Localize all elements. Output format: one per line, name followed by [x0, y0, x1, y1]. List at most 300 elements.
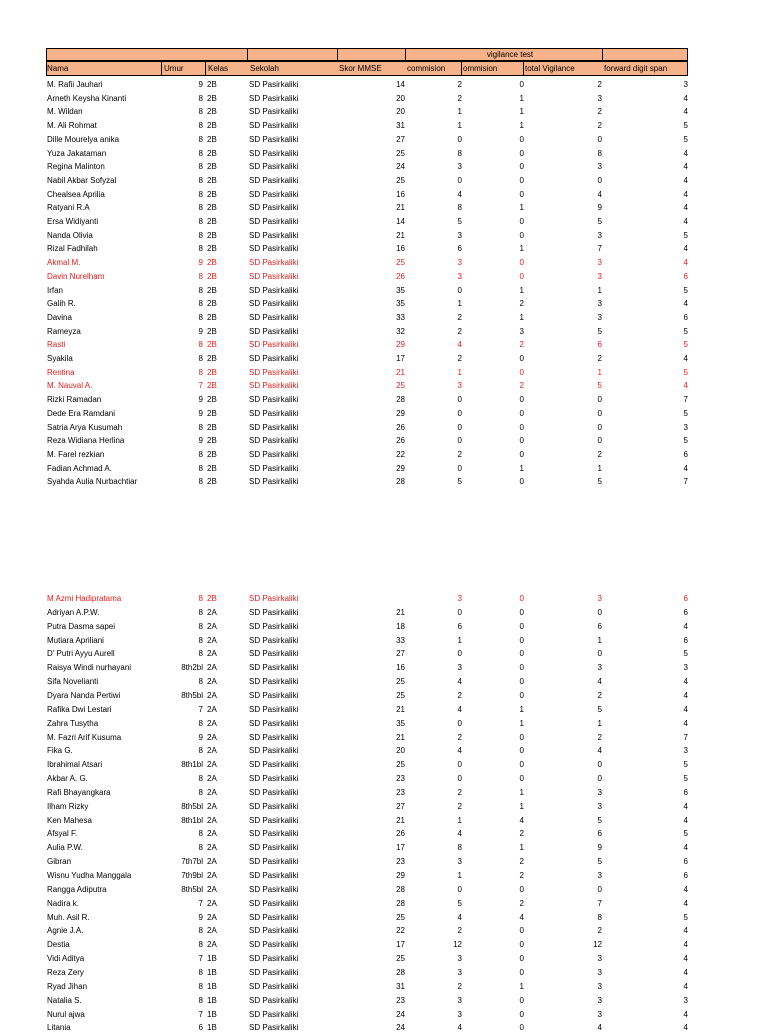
cell-commision: 0 — [457, 884, 462, 894]
cell-commision: 2 — [457, 80, 462, 89]
cell-ommision: 0 — [519, 189, 524, 199]
cell-umur: 8th1bl — [181, 815, 203, 825]
cell-nama: Adriyan A.P.W. — [47, 607, 100, 617]
cell-umur: 8 — [198, 649, 203, 659]
cell-umur: 8 — [198, 299, 203, 309]
cell-commision: 4 — [457, 1023, 462, 1032]
cell-commision: 2 — [457, 449, 462, 459]
table-row — [0, 368, 768, 377]
table-row — [0, 788, 768, 797]
table-row — [0, 409, 768, 418]
cell-kelas: 2A — [207, 732, 217, 742]
table-row — [0, 272, 768, 281]
cell-commision: 4 — [457, 189, 462, 199]
cell-umur: 6 — [198, 1023, 203, 1032]
cell-commision: 1 — [457, 107, 462, 117]
table-row — [0, 464, 768, 473]
cell-kelas: 2B — [207, 148, 217, 158]
cell-kelas: 2B — [207, 285, 217, 295]
cell-commision: 0 — [457, 175, 462, 185]
cell-skor-mmse: 25 — [396, 175, 405, 185]
cell-forward-digit-span: 4 — [683, 967, 688, 977]
cell-kelas: 2B — [207, 326, 217, 336]
cell-kelas: 2B — [207, 107, 217, 117]
cell-sekolah: SD Pasirkaliki — [249, 607, 299, 617]
cell-commision: 12 — [453, 940, 462, 950]
table-row — [0, 395, 768, 404]
cell-kelas: 2A — [207, 843, 217, 853]
cell-kelas: 2B — [207, 134, 217, 144]
cell-commision: 0 — [457, 408, 462, 418]
table-row — [0, 190, 768, 199]
cell-sekolah: SD Pasirkaliki — [249, 621, 299, 631]
table-row — [0, 80, 768, 89]
cell-skor-mmse: 33 — [396, 635, 405, 645]
cell-kelas: 2A — [207, 746, 217, 756]
cell-sekolah: SD Pasirkaliki — [249, 815, 299, 825]
cell-ommision: 0 — [519, 230, 524, 240]
cell-forward-digit-span: 5 — [683, 829, 688, 839]
cell-umur: 8 — [198, 217, 203, 226]
cell-sekolah: SD Pasirkaliki — [249, 203, 299, 213]
cell-forward-digit-span: 4 — [683, 704, 688, 714]
cell-kelas: 2B — [207, 230, 217, 240]
cell-total-vigilance: 12 — [593, 940, 602, 950]
cell-commision: 1 — [457, 635, 462, 645]
cell-skor-mmse: 29 — [396, 340, 405, 350]
cell-total-vigilance: 3 — [597, 258, 602, 268]
cell-sekolah: SD Pasirkaliki — [249, 244, 299, 254]
column-header-skor-mmse: Skor MMSE — [339, 64, 382, 73]
cell-skor-mmse: 18 — [396, 621, 405, 631]
cell-commision: 0 — [457, 422, 462, 432]
cell-umur: 8 — [198, 134, 203, 144]
cell-skor-mmse: 17 — [396, 843, 405, 853]
column-header-ommision: ommision — [463, 64, 498, 73]
cell-nama: Ilham Rizky — [47, 801, 89, 811]
cell-skor-mmse: 25 — [396, 954, 405, 964]
cell-sekolah: SD Pasirkaliki — [249, 926, 299, 936]
cell-kelas: 2B — [207, 422, 217, 432]
cell-forward-digit-span: 3 — [683, 995, 688, 1005]
table-row — [0, 899, 768, 908]
cell-umur: 8 — [198, 93, 203, 103]
cell-kelas: 2A — [207, 621, 217, 631]
cell-commision: 3 — [457, 271, 462, 281]
cell-ommision: 1 — [519, 801, 524, 811]
cell-total-vigilance: 6 — [597, 621, 602, 631]
cell-commision: 2 — [457, 690, 462, 700]
cell-total-vigilance: 7 — [597, 244, 602, 254]
cell-forward-digit-span: 4 — [683, 843, 688, 853]
cell-sekolah: SD Pasirkaliki — [249, 746, 299, 756]
column-header-commision: commision — [407, 64, 446, 73]
cell-umur: 8th5bl — [181, 884, 203, 894]
cell-total-vigilance: 0 — [597, 422, 602, 432]
cell-total-vigilance: 3 — [597, 995, 602, 1005]
cell-ommision: 0 — [519, 607, 524, 617]
cell-forward-digit-span: 4 — [683, 107, 688, 117]
cell-sekolah: SD Pasirkaliki — [249, 967, 299, 977]
cell-forward-digit-span: 7 — [683, 395, 688, 405]
table-row — [0, 954, 768, 963]
cell-forward-digit-span: 4 — [683, 381, 688, 391]
cell-ommision: 0 — [519, 954, 524, 964]
cell-forward-digit-span: 7 — [683, 477, 688, 487]
cell-skor-mmse: 16 — [396, 189, 405, 199]
cell-forward-digit-span: 6 — [683, 271, 688, 281]
cell-commision: 1 — [457, 367, 462, 377]
cell-commision: 3 — [457, 230, 462, 240]
cell-total-vigilance: 1 — [597, 463, 602, 473]
column-header-sekolah: Sekolah — [250, 64, 279, 73]
cell-umur: 8 — [198, 477, 203, 487]
cell-umur: 8 — [198, 189, 203, 199]
cell-skor-mmse: 22 — [396, 449, 405, 459]
cell-ommision: 0 — [519, 677, 524, 687]
cell-kelas: 1B — [207, 967, 217, 977]
cell-skor-mmse: 31 — [396, 981, 405, 991]
table-row — [0, 450, 768, 459]
cell-skor-mmse: 33 — [396, 312, 405, 322]
table-row — [0, 340, 768, 349]
cell-skor-mmse: 29 — [396, 463, 405, 473]
cell-ommision: 1 — [519, 285, 524, 295]
cell-forward-digit-span: 4 — [683, 148, 688, 158]
cell-ommision: 0 — [519, 1009, 524, 1019]
cell-nama: Satria Arya Kusumah — [47, 422, 123, 432]
cell-kelas: 2A — [207, 607, 217, 617]
cell-ommision: 0 — [519, 436, 524, 446]
cell-total-vigilance: 3 — [597, 981, 602, 991]
cell-sekolah: SD Pasirkaliki — [249, 408, 299, 418]
cell-kelas: 2B — [207, 80, 217, 89]
cell-total-vigilance: 2 — [597, 732, 602, 742]
cell-skor-mmse: 29 — [396, 408, 405, 418]
cell-sekolah: SD Pasirkaliki — [249, 1023, 299, 1032]
table-row — [0, 299, 768, 308]
cell-forward-digit-span: 6 — [683, 594, 688, 603]
cell-sekolah: SD Pasirkaliki — [249, 299, 299, 309]
cell-ommision: 0 — [519, 217, 524, 226]
cell-nama: Galih R. — [47, 299, 76, 309]
cell-skor-mmse: 28 — [396, 884, 405, 894]
cell-commision: 3 — [457, 594, 462, 603]
table-row — [0, 691, 768, 700]
cell-nama: D' Putri Ayyu Aurell — [47, 649, 115, 659]
cell-skor-mmse: 20 — [396, 107, 405, 117]
cell-kelas: 2A — [207, 926, 217, 936]
cell-commision: 5 — [457, 477, 462, 487]
cell-kelas: 2A — [207, 677, 217, 687]
column-header-total-vigilance: total Vigilance — [525, 64, 575, 73]
cell-umur: 8 — [198, 367, 203, 377]
cell-commision: 0 — [457, 395, 462, 405]
cell-commision: 3 — [457, 258, 462, 268]
cell-ommision: 0 — [519, 635, 524, 645]
cell-ommision: 2 — [519, 340, 524, 350]
cell-ommision: 0 — [519, 774, 524, 784]
cell-ommision: 0 — [519, 760, 524, 770]
cell-kelas: 2B — [207, 449, 217, 459]
cell-umur: 9 — [198, 395, 203, 405]
cell-sekolah: SD Pasirkaliki — [249, 801, 299, 811]
cell-total-vigilance: 5 — [597, 704, 602, 714]
cell-kelas: 2A — [207, 774, 217, 784]
cell-umur: 8 — [198, 718, 203, 728]
cell-umur: 7 — [198, 381, 203, 391]
cell-skor-mmse: 25 — [396, 912, 405, 922]
cell-nama: M. Fazri Arif Kusuma — [47, 732, 122, 742]
cell-forward-digit-span: 4 — [683, 189, 688, 199]
cell-commision: 3 — [457, 381, 462, 391]
cell-commision: 0 — [457, 774, 462, 784]
cell-umur: 8 — [198, 175, 203, 185]
table-row — [0, 926, 768, 935]
cell-umur: 7 — [198, 954, 203, 964]
cell-ommision: 0 — [519, 995, 524, 1005]
cell-forward-digit-span: 5 — [683, 285, 688, 295]
cell-total-vigilance: 3 — [597, 162, 602, 172]
cell-kelas: 2A — [207, 940, 217, 950]
cell-commision: 0 — [457, 607, 462, 617]
cell-total-vigilance: 1 — [597, 367, 602, 377]
cell-commision: 8 — [457, 203, 462, 213]
cell-umur: 8th5bl — [181, 690, 203, 700]
cell-skor-mmse: 21 — [396, 203, 405, 213]
cell-total-vigilance: 0 — [597, 175, 602, 185]
cell-commision: 2 — [457, 801, 462, 811]
cell-umur: 8 — [198, 594, 203, 603]
cell-total-vigilance: 0 — [597, 408, 602, 418]
cell-kelas: 1B — [207, 954, 217, 964]
cell-forward-digit-span: 5 — [683, 912, 688, 922]
cell-sekolah: SD Pasirkaliki — [249, 285, 299, 295]
cell-nama: Regina Malinton — [47, 162, 105, 172]
cell-commision: 0 — [457, 463, 462, 473]
column-header-forward-digit-span: forward digit span — [604, 64, 668, 73]
cell-total-vigilance: 5 — [597, 326, 602, 336]
cell-ommision: 2 — [519, 381, 524, 391]
cell-commision: 3 — [457, 954, 462, 964]
cell-commision: 3 — [457, 663, 462, 673]
cell-forward-digit-span: 5 — [683, 121, 688, 131]
cell-skor-mmse: 14 — [396, 217, 405, 226]
cell-nama: Yuza Jakataman — [47, 148, 107, 158]
cell-kelas: 2B — [207, 189, 217, 199]
cell-umur: 7 — [198, 898, 203, 908]
cell-nama: Litania — [47, 1023, 71, 1032]
cell-total-vigilance: 0 — [597, 884, 602, 894]
cell-kelas: 2B — [207, 367, 217, 377]
cell-total-vigilance: 5 — [597, 217, 602, 226]
cell-sekolah: SD Pasirkaliki — [249, 884, 299, 894]
cell-skor-mmse: 28 — [396, 898, 405, 908]
cell-ommision: 0 — [519, 690, 524, 700]
cell-ommision: 0 — [519, 940, 524, 950]
cell-nama: M. Ali Rohmat — [47, 121, 97, 131]
cell-skor-mmse: 23 — [396, 857, 405, 867]
cell-skor-mmse: 32 — [396, 326, 405, 336]
cell-total-vigilance: 4 — [597, 1023, 602, 1032]
cell-sekolah: SD Pasirkaliki — [249, 326, 299, 336]
cell-commision: 4 — [457, 746, 462, 756]
cell-ommision: 1 — [519, 704, 524, 714]
cell-umur: 9 — [198, 408, 203, 418]
cell-forward-digit-span: 4 — [683, 463, 688, 473]
table-row — [0, 622, 768, 631]
cell-skor-mmse: 20 — [396, 93, 405, 103]
cell-forward-digit-span: 4 — [683, 884, 688, 894]
cell-kelas: 1B — [207, 995, 217, 1005]
cell-forward-digit-span: 4 — [683, 1009, 688, 1019]
cell-forward-digit-span: 3 — [683, 746, 688, 756]
cell-skor-mmse: 31 — [396, 121, 405, 131]
cell-commision: 0 — [457, 436, 462, 446]
cell-ommision: 0 — [519, 408, 524, 418]
cell-umur: 8 — [198, 995, 203, 1005]
cell-sekolah: SD Pasirkaliki — [249, 134, 299, 144]
cell-ommision: 0 — [519, 449, 524, 459]
cell-skor-mmse: 23 — [396, 774, 405, 784]
cell-commision: 4 — [457, 704, 462, 714]
table-row — [0, 286, 768, 295]
cell-sekolah: SD Pasirkaliki — [249, 230, 299, 240]
cell-total-vigilance: 3 — [597, 594, 602, 603]
cell-umur: 8 — [198, 244, 203, 254]
cell-sekolah: SD Pasirkaliki — [249, 857, 299, 867]
cell-kelas: 2A — [207, 787, 217, 797]
cell-skor-mmse: 25 — [396, 677, 405, 687]
table-row — [0, 149, 768, 158]
cell-total-vigilance: 1 — [597, 285, 602, 295]
cell-nama: Rizal Fadhilah — [47, 244, 98, 254]
cell-skor-mmse: 28 — [396, 395, 405, 405]
table-row — [0, 760, 768, 769]
cell-skor-mmse: 27 — [396, 801, 405, 811]
cell-sekolah: SD Pasirkaliki — [249, 148, 299, 158]
cell-total-vigilance: 5 — [597, 477, 602, 487]
cell-kelas: 2A — [207, 718, 217, 728]
cell-ommision: 0 — [519, 746, 524, 756]
cell-nama: Mutiara Apriliani — [47, 635, 104, 645]
cell-kelas: 2B — [207, 271, 217, 281]
cell-ommision: 1 — [519, 843, 524, 853]
cell-ommision: 2 — [519, 829, 524, 839]
cell-total-vigilance: 2 — [597, 690, 602, 700]
cell-forward-digit-span: 4 — [683, 801, 688, 811]
cell-total-vigilance: 3 — [597, 801, 602, 811]
cell-sekolah: SD Pasirkaliki — [249, 121, 299, 131]
cell-commision: 3 — [457, 162, 462, 172]
table-row — [0, 327, 768, 336]
cell-umur: 9 — [198, 732, 203, 742]
cell-sekolah: SD Pasirkaliki — [249, 463, 299, 473]
cell-skor-mmse: 16 — [396, 663, 405, 673]
cell-kelas: 2B — [207, 121, 217, 131]
cell-nama: Ratyani R.A — [47, 203, 90, 213]
cell-umur: 8 — [198, 967, 203, 977]
cell-skor-mmse: 23 — [396, 995, 405, 1005]
cell-sekolah: SD Pasirkaliki — [249, 271, 299, 281]
cell-commision: 2 — [457, 732, 462, 742]
cell-forward-digit-span: 4 — [683, 175, 688, 185]
cell-forward-digit-span: 4 — [683, 93, 688, 103]
table-row — [0, 649, 768, 658]
cell-nama: Ryad Jihan — [47, 981, 88, 991]
cell-kelas: 2B — [207, 203, 217, 213]
table-row — [0, 636, 768, 645]
table-row — [0, 107, 768, 116]
cell-forward-digit-span: 4 — [683, 621, 688, 631]
cell-forward-digit-span: 4 — [683, 718, 688, 728]
table-row — [0, 381, 768, 390]
cell-commision: 8 — [457, 148, 462, 158]
cell-umur: 8 — [198, 829, 203, 839]
cell-total-vigilance: 2 — [597, 449, 602, 459]
cell-kelas: 2B — [207, 162, 217, 172]
table-row — [0, 913, 768, 922]
cell-skor-mmse: 35 — [396, 299, 405, 309]
cell-kelas: 2B — [207, 395, 217, 405]
cell-kelas: 1B — [207, 1023, 217, 1032]
cell-kelas: 2B — [207, 299, 217, 309]
cell-umur: 9 — [198, 80, 203, 89]
cell-total-vigilance: 0 — [597, 436, 602, 446]
cell-nama: Raisya Windi nurhayani — [47, 663, 132, 673]
cell-kelas: 1B — [207, 981, 217, 991]
cell-total-vigilance: 8 — [597, 912, 602, 922]
cell-total-vigilance: 3 — [597, 230, 602, 240]
cell-sekolah: SD Pasirkaliki — [249, 954, 299, 964]
cell-ommision: 0 — [519, 884, 524, 894]
cell-kelas: 2A — [207, 871, 217, 880]
cell-total-vigilance: 3 — [597, 312, 602, 322]
cell-skor-mmse: 22 — [396, 926, 405, 936]
cell-nama: Rafi Bhayangkara — [47, 787, 111, 797]
cell-nama: Syakila — [47, 354, 73, 363]
cell-commision: 5 — [457, 217, 462, 226]
table-row — [0, 774, 768, 783]
cell-kelas: 2B — [207, 354, 217, 363]
cell-commision: 4 — [457, 340, 462, 350]
table-row — [0, 843, 768, 852]
cell-nama: Akbar A. G. — [47, 774, 88, 784]
cell-skor-mmse: 25 — [396, 690, 405, 700]
cell-sekolah: SD Pasirkaliki — [249, 354, 299, 363]
cell-sekolah: SD Pasirkaliki — [249, 635, 299, 645]
cell-commision: 1 — [457, 299, 462, 309]
cell-nama: Natalia S. — [47, 995, 82, 1005]
cell-sekolah: SD Pasirkaliki — [249, 80, 299, 89]
cell-sekolah: SD Pasirkaliki — [249, 843, 299, 853]
cell-ommision: 0 — [519, 1023, 524, 1032]
cell-kelas: 2A — [207, 704, 217, 714]
cell-sekolah: SD Pasirkaliki — [249, 449, 299, 459]
cell-nama: M. Wildan — [47, 107, 83, 117]
cell-skor-mmse: 26 — [396, 271, 405, 281]
cell-nama: Rangga Adiputra — [47, 884, 107, 894]
cell-sekolah: SD Pasirkaliki — [249, 787, 299, 797]
cell-skor-mmse: 14 — [396, 80, 405, 89]
cell-forward-digit-span: 5 — [683, 436, 688, 446]
cell-umur: 9 — [198, 436, 203, 446]
cell-commision: 0 — [457, 285, 462, 295]
cell-kelas: 2B — [207, 594, 217, 603]
cell-ommision: 0 — [519, 967, 524, 977]
column-header-umur: Umur — [164, 64, 184, 73]
cell-total-vigilance: 1 — [597, 718, 602, 728]
